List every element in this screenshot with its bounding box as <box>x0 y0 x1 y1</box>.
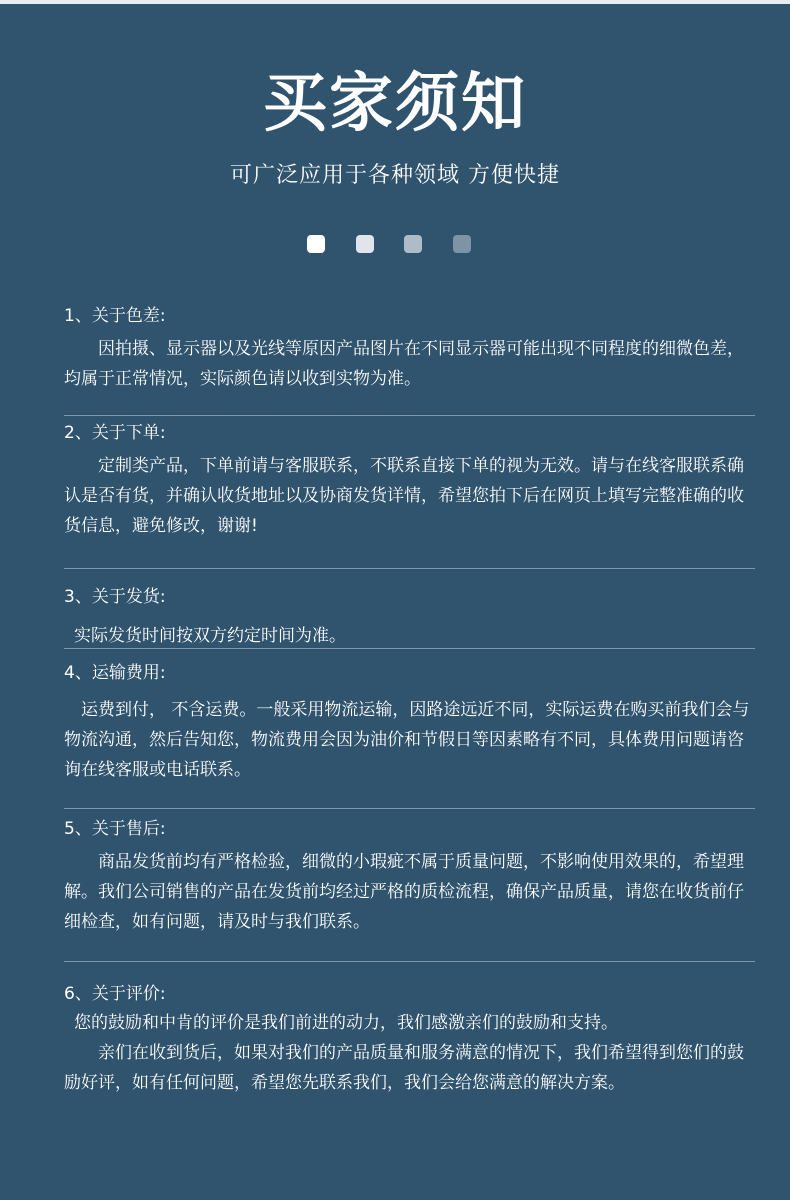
section-body <box>64 334 754 394</box>
section-paragraph: 商品发货前均有严格检验，细微的小瑕疵不属于质量问题，不影响使用效果的，希望理解。我们公司销售的产品在发货前均经过严格的质检流程，确保产品质量，请您在收货前仔细检查，如有问题，请及时与我们联系。 <box>64 852 744 932</box>
section-paragraph: 定制类产品，下单前请与客服联系，不联系直接下单的视为无效。请与在线客服联系确认是否有货，并确认收货地址以及协商发货详情，希望您拍下后在网页上填写完整准确的收货信息，避免修改，谢谢! <box>64 456 744 536</box>
section-body <box>64 621 754 651</box>
indicator-dot-4 <box>453 235 471 253</box>
section-shipping <box>64 585 754 651</box>
section-divider <box>64 648 755 649</box>
indicator-dot-3 <box>404 235 422 253</box>
section-paragraph: 亲们在收到货后，如果对我们的产品质量和服务满意的情况下，我们希望得到您们的鼓励好评，如有任何问题，希望您先联系我们，我们会给您满意的解决方案。 <box>64 1043 744 1093</box>
section-paragraph: 因拍摄、显示器以及光线等原因产品图片在不同显示器可能出现不同程度的细微色差，均属于正常情况，实际颜色请以收到实物为准。 <box>64 339 744 389</box>
section-title: 3、关于发货: <box>64 587 166 607</box>
section-title: 5、关于售后: <box>64 819 166 839</box>
section-body <box>64 847 754 937</box>
indicator-dot-1 <box>307 235 325 253</box>
section-body <box>64 451 754 541</box>
section-body <box>64 695 754 785</box>
top-border-line <box>0 0 790 4</box>
page-title: 买家须知 <box>263 67 527 141</box>
section-freight <box>64 661 754 785</box>
section-title: 6、关于评价: <box>64 984 166 1004</box>
section-paragraph: 运费到付， 不含运费。一般采用物流运输，因路途远近不同，实际运费在购买前我们会与物流沟通，然后告知您，物流费用会因为油价和节假日等因素略有不同，具体费用问题请咨询在线客服或电话联系。 <box>64 700 750 780</box>
section-paragraph: 实际发货时间按双方约定时间为准。 <box>74 626 346 646</box>
section-title: 2、关于下单: <box>64 423 166 443</box>
section-color-difference <box>64 304 754 394</box>
section-divider <box>64 415 755 416</box>
section-divider <box>64 808 755 809</box>
section-ordering <box>64 421 754 541</box>
section-title: 1、关于色差: <box>64 306 166 326</box>
page-subtitle: 可广泛应用于各种领域 方便快捷 <box>230 163 560 188</box>
section-title: 4、运输费用: <box>64 663 166 683</box>
section-paragraph: 您的鼓励和中肯的评价是我们前进的动力，我们感激亲们的鼓励和支持。 <box>74 1013 618 1033</box>
page-indicator-dots <box>0 235 790 253</box>
section-reviews <box>64 982 754 1098</box>
indicator-dot-2 <box>356 235 374 253</box>
section-body <box>64 1008 754 1098</box>
section-divider <box>64 961 755 962</box>
section-divider <box>64 568 755 569</box>
section-after-sales <box>64 817 754 937</box>
